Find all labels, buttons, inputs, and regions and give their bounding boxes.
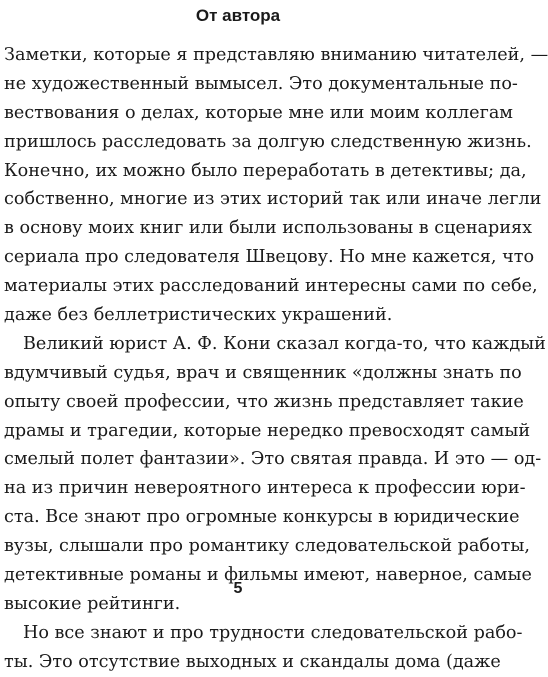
text-line: вузы, слышали про романтику следовательской работы,	[4, 536, 530, 557]
page-title: От автора	[195, 6, 281, 25]
text-line: опыту своей профессии, что жизнь представляет такие	[4, 391, 524, 412]
text-line: Великий юрист А. Ф. Кони сказал когда-то, что каждый	[23, 333, 546, 354]
page-number: 5	[233, 580, 243, 597]
text-line: Но все знают и про трудности следовательской рабо-	[23, 622, 523, 643]
text-line: не художественный вымысел. Это документальные по-	[4, 73, 518, 94]
text-line: в основу моих книг или были использованы в сценариях	[4, 218, 533, 239]
text-line: материалы этих расследований интересны сами по себе,	[4, 276, 538, 297]
text-line: смелый полет фантазии». Это святая правда. И это — од-	[4, 449, 542, 470]
text-line: даже без беллетристических украшений.	[4, 305, 393, 326]
text-line: Заметки, которые я представляю вниманию читателей, —	[4, 45, 548, 65]
text-line: Конечно, их можно было переработать в детективы; да,	[4, 160, 527, 181]
text-line: вдумчивый судья, врач и священник «должны знать по	[4, 362, 522, 383]
text-line: сериала про следователя Швецову. Но мне кажется, что	[4, 247, 535, 268]
text-line: ста. Все знают про огромные конкурсы в юридические	[4, 507, 520, 528]
text-line: вествования о делах, которые мне или моим коллегам	[4, 102, 513, 123]
text-line: собственно, многие из этих историй так или иначе легли	[4, 189, 542, 210]
text-line: ты. Это отсутствие выходных и скандалы дома (даже	[4, 651, 501, 672]
text-line: на из причин невероятного интереса к профессии юри-	[4, 478, 526, 499]
text-line: пришлось расследовать за долгую следственную жизнь.	[4, 131, 532, 152]
text-line: драмы и трагедии, которые нередко превосходят самый	[4, 420, 531, 441]
text-line: детективные романы и фильмы имеют, наверное, самые	[4, 565, 532, 586]
text-line: высокие рейтинги.	[4, 593, 181, 614]
